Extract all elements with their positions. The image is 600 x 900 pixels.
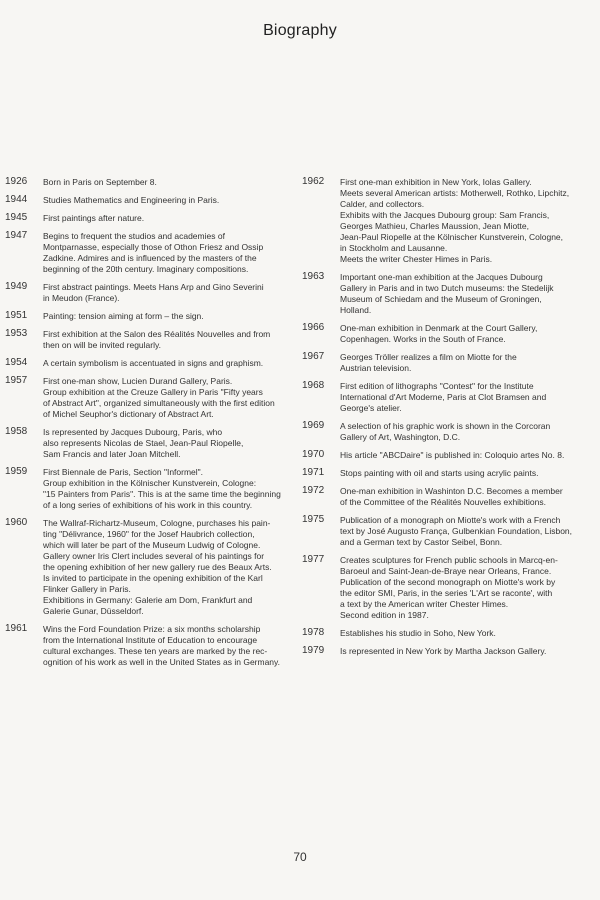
entry-text: [43, 195, 287, 206]
entry-line: First paintings after nature.: [43, 213, 145, 223]
entry-line: One-man exhibition in Denmark at the Court Gallery,: [340, 323, 538, 333]
entry-year: 1944: [5, 194, 28, 205]
entry-text: [43, 329, 287, 351]
entry-line: Gallery of Art, Washington, D.C.: [340, 432, 461, 442]
biography-entry: [5, 357, 287, 369]
entry-text: [340, 177, 594, 265]
entry-line: Jean-Paul Riopelle at the Kölnischer Kunstverein, Cologne,: [340, 232, 564, 242]
entry-line: of the Committee of the Réalités Nouvelles exhibitions.: [340, 497, 546, 507]
biography-entry: [302, 420, 594, 443]
entry-line: Wins the Ford Foundation Prize: a six months scholarship: [43, 624, 261, 634]
entry-text: [340, 515, 594, 548]
biography-entry: [5, 212, 287, 224]
entry-line: Holland.: [340, 305, 372, 315]
entry-year: 1968: [302, 380, 325, 391]
entry-line: Galerie Gunar, Düsseldorf.: [43, 606, 144, 616]
entry-year: 1959: [5, 466, 28, 477]
entry-year: 1967: [302, 351, 325, 362]
entry-year: 1972: [302, 485, 325, 496]
entry-text: [340, 555, 594, 621]
entry-line: Georges Mathieu, Charles Maussion, Jean Miotte,: [340, 221, 529, 231]
entry-line: Important one-man exhibition at the Jacques Dubourg: [340, 272, 543, 282]
entry-year: 1951: [5, 310, 28, 321]
entry-year: 1954: [5, 357, 28, 368]
entry-text: [43, 624, 287, 668]
entry-line: Begins to frequent the studios and academies of: [43, 231, 225, 241]
entry-year: 1970: [302, 449, 325, 460]
entry-text: [43, 231, 287, 275]
entry-year: 1963: [302, 271, 325, 282]
entry-year: 1969: [302, 420, 325, 431]
page-number: 70: [293, 850, 307, 864]
entry-year: 1953: [5, 328, 28, 339]
biography-entry: [5, 466, 287, 511]
entry-line: Flinker Gallery in Paris.: [43, 584, 131, 594]
entry-text: [340, 323, 594, 345]
entry-text: [340, 646, 594, 657]
entry-line: Is invited to participate in the opening exhibition of the Karl: [43, 573, 263, 583]
entry-line: Exhibitions in Germany: Galerie am Dom, Frankfurt and: [43, 595, 253, 605]
entry-text: [43, 467, 287, 511]
biography-entry: [5, 623, 287, 668]
entry-line: of a long series of exhibitions of his work in this country.: [43, 500, 253, 510]
entry-line: in Meudon (France).: [43, 293, 120, 303]
biography-entry: [5, 426, 287, 460]
entry-line: of Abstract Art", organized simultaneously with the first edition: [43, 398, 275, 408]
entry-text: [43, 282, 287, 304]
entry-line: Meets the writer Chester Himes in Paris.: [340, 254, 493, 264]
biography-entry: [5, 194, 287, 206]
entry-year: 1962: [302, 176, 325, 187]
entry-line: Group exhibition at the Creuze Gallery in Paris "Fifty years: [43, 387, 263, 397]
entry-line: cultural exchanges. These ten years are marked by the rec-: [43, 646, 268, 656]
entry-line: Gallery in Paris and in two Dutch museums: the Stedelijk: [340, 283, 554, 293]
entry-line: ognition of his work as well in the United States as in Germany.: [43, 657, 281, 667]
entry-line: George's atelier.: [340, 403, 402, 413]
entry-line: Sam Francis and later Joan Mitchell.: [43, 449, 181, 459]
entry-line: Second edition in 1987.: [340, 610, 429, 620]
entry-line: First abstract paintings. Meets Hans Arp and Gino Severini: [43, 282, 264, 292]
entry-text: [340, 352, 594, 374]
biography-entry: [302, 449, 594, 461]
entry-line: the editor SMI, Paris, in the series 'L'Art se raconte', with: [340, 588, 553, 598]
entry-line: Is represented by Jacques Dubourg, Paris, who: [43, 427, 223, 437]
entry-text: [340, 421, 594, 443]
entry-line: and a German text by Castor Seibel, Bonn.: [340, 537, 503, 547]
entry-line: Museum of Schiedam and the Museum of Groningen,: [340, 294, 542, 304]
entry-text: [340, 381, 594, 414]
entry-line: Is represented in New York by Martha Jackson Gallery.: [340, 646, 547, 656]
biography-entry: [5, 281, 287, 304]
entry-line: Zadkine. Admires and is influenced by the masters of the: [43, 253, 257, 263]
entry-text: [340, 468, 594, 479]
entry-line: First exhibition at the Salon des Réalités Nouvelles and from: [43, 329, 271, 339]
entry-line: Austrian television.: [340, 363, 412, 373]
entry-text: [43, 427, 287, 460]
entry-line: which will later be part of the Museum Ludwig of Cologne.: [43, 540, 261, 550]
biography-entry: [5, 517, 287, 617]
entry-line: Born in Paris on September 8.: [43, 177, 157, 187]
entry-line: Gallery owner Iris Clert includes several of his paintings for: [43, 551, 265, 561]
entry-year: 1958: [5, 426, 28, 437]
entry-line: His article "ABCDaire" is published in: Coloquio artes No. 8.: [340, 450, 565, 460]
entry-line: text by José Augusto França, Gulbenkian Foundation, Lisbon,: [340, 526, 573, 536]
entry-line: Calder, and collectors.: [340, 199, 425, 209]
entry-line: from the International Institute of Education to encourage: [43, 635, 258, 645]
entry-line: First one-man exhibition in New York, Iolas Gallery.: [340, 177, 532, 187]
entry-year: 1966: [302, 322, 325, 333]
entry-year: 1961: [5, 623, 28, 634]
entry-year: 1971: [302, 467, 325, 478]
entry-text: [340, 628, 594, 639]
entry-line: Baroeul and Saint-Jean-de-Braye near Orleans, France.: [340, 566, 552, 576]
entry-line: First Biennale de Paris, Section "Informel".: [43, 467, 204, 477]
entry-year: 1926: [5, 176, 28, 187]
entry-line: One-man exhibition in Washinton D.C. Becomes a member: [340, 486, 563, 496]
entry-line: Studies Mathematics and Engineering in Paris.: [43, 195, 220, 205]
entry-text: [340, 272, 594, 316]
entry-line: beginning of the 20th century. Imaginary compositions.: [43, 264, 249, 274]
entry-line: the opening exhibition of her new gallery rue des Beaux Arts.: [43, 562, 272, 572]
entry-line: Copenhagen. Works in the South of France.: [340, 334, 506, 344]
biography-entry: [302, 514, 594, 548]
biography-entry: [5, 328, 287, 351]
entry-line: Painting: tension aiming at form – the sign.: [43, 311, 204, 321]
entry-text: [43, 311, 287, 322]
entry-line: Exhibits with the Jacques Dubourg group: Sam Francis,: [340, 210, 550, 220]
entry-line: Georges Tröller realizes a film on Miotte for the: [340, 352, 517, 362]
entry-line: a text by the American writer Chester Himes.: [340, 599, 509, 609]
biography-entry: [5, 310, 287, 322]
biography-entry: [302, 271, 594, 316]
left-column: [5, 176, 287, 674]
biography-entry: [5, 375, 287, 420]
entry-line: in Stockholm and Lausanne.: [340, 243, 448, 253]
biography-entry: [302, 322, 594, 345]
entry-year: 1977: [302, 554, 325, 565]
page-title: Biography: [263, 22, 337, 39]
entry-text: [340, 450, 594, 461]
entry-line: Group exhibition in the Kölnischer Kunstverein, Cologne:: [43, 478, 257, 488]
biography-entry: [5, 176, 287, 188]
entry-year: 1949: [5, 281, 28, 292]
entry-year: 1945: [5, 212, 28, 223]
entry-year: 1978: [302, 627, 325, 638]
entry-year: 1979: [302, 645, 325, 656]
entry-text: [43, 518, 287, 617]
entry-text: [43, 213, 287, 224]
biography-entry: [302, 627, 594, 639]
entry-line: Publication of the second monograph on Miotte's work by: [340, 577, 556, 587]
entry-year: 1960: [5, 517, 28, 528]
biography-entry: [302, 485, 594, 508]
entry-line: A certain symbolism is accentuated in signs and graphism.: [43, 358, 264, 368]
biography-entry: [302, 554, 594, 621]
entry-line: The Wallraf-Richartz-Museum, Cologne, purchases his pain-: [43, 518, 271, 528]
entry-text: [43, 376, 287, 420]
entry-line: "15 Painters from Paris". This is at the same time the beginning: [43, 489, 281, 499]
entry-line: then on will be invited regularly.: [43, 340, 161, 350]
entry-line: First edition of lithographs "Contest" for the Institute: [340, 381, 534, 391]
entry-year: 1975: [302, 514, 325, 525]
entry-line: Meets several American artists: Motherwell, Rothko, Lipchitz,: [340, 188, 570, 198]
entry-line: First one-man show, Lucien Durand Gallery, Paris.: [43, 376, 233, 386]
entry-line: of Michel Seuphor's dictionary of Abstract Art.: [43, 409, 214, 419]
biography-entry: [302, 467, 594, 479]
entry-line: International d'Art Moderne, Paris at Clot Bramsen and: [340, 392, 547, 402]
entry-year: 1947: [5, 230, 28, 241]
entry-text: [43, 358, 287, 369]
entry-line: also represents Nicolas de Stael, Jean-Paul Riopelle,: [43, 438, 244, 448]
entry-year: 1957: [5, 375, 28, 386]
biography-entry: [302, 645, 594, 657]
right-column: [302, 176, 594, 663]
entry-line: Montparnasse, especially those of Othon Friesz and Ossip: [43, 242, 264, 252]
entry-line: Stops painting with oil and starts using acrylic paints.: [340, 468, 539, 478]
entry-line: ting "Délivrance, 1960" for the Josef Haubrich collection,: [43, 529, 255, 539]
biography-entry: [5, 230, 287, 275]
entry-line: A selection of his graphic work is shown in the Corcoran: [340, 421, 551, 431]
biography-entry: [302, 351, 594, 374]
entry-line: Publication of a monograph on Miotte's work with a French: [340, 515, 561, 525]
entry-line: Establishes his studio in Soho, New York.: [340, 628, 496, 638]
biography-entry: [302, 176, 594, 265]
entry-text: [340, 486, 594, 508]
biography-entry: [302, 380, 594, 414]
entry-text: [43, 177, 287, 188]
entry-line: Creates sculptures for French public schools in Marcq-en-: [340, 555, 558, 565]
